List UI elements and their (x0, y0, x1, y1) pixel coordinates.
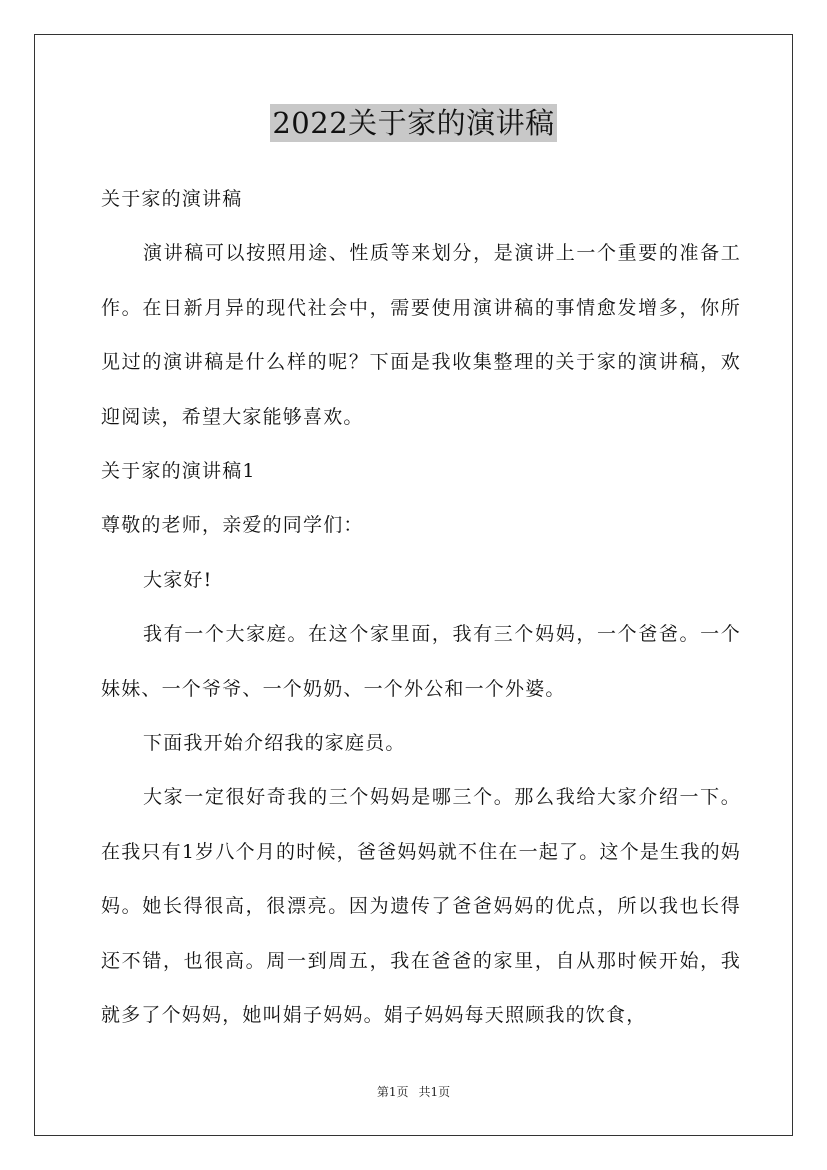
paragraph: 大家一定很好奇我的三个妈妈是哪三个。那么我给大家介绍一下。在我只有1岁八个月的时候，爸爸妈妈就不住在一起了。这个是生我的妈妈。她长得很高，很漂亮。因为遗传了爸爸妈妈的优点，所以我也长得还不错，也很高。周一到周五，我在爸爸的家里，自从那时候开始，我就多了个妈妈，她叫娟子妈妈。娟子妈妈每天照顾我的饮食， (101, 786, 741, 1027)
paragraph: 关于家的演讲稿1 (101, 460, 256, 483)
paragraph: 演讲稿可以按照用途、性质等来划分，是演讲上一个重要的准备工作。在日新月异的现代社会中，需要使用演讲稿的事情愈发增多，你所见过的演讲稿是什么样的呢？下面是我收集整理的关于家的演讲稿，欢迎阅读，希望大家能够喜欢。 (101, 242, 741, 428)
paragraph: 我有一个大家庭。在这个家里面，我有三个妈妈，一个爸爸。一个妹妹、一个爷爷、一个奶奶、一个外公和一个外婆。 (101, 623, 741, 700)
page-number: 第1页 (376, 1085, 409, 1099)
title-area (0, 104, 827, 142)
document-body (101, 172, 741, 1043)
page-footer (0, 1083, 827, 1100)
paragraph: 尊敬的老师，亲爱的同学们： (101, 514, 364, 537)
paragraph: 关于家的演讲稿 (101, 188, 243, 210)
paragraph: 下面我开始介绍我的家庭员。 (143, 732, 406, 755)
page-total: 共1页 (418, 1085, 451, 1099)
document-title: 2022关于家的演讲稿 (272, 106, 555, 140)
paragraph: 大家好! (143, 568, 213, 591)
